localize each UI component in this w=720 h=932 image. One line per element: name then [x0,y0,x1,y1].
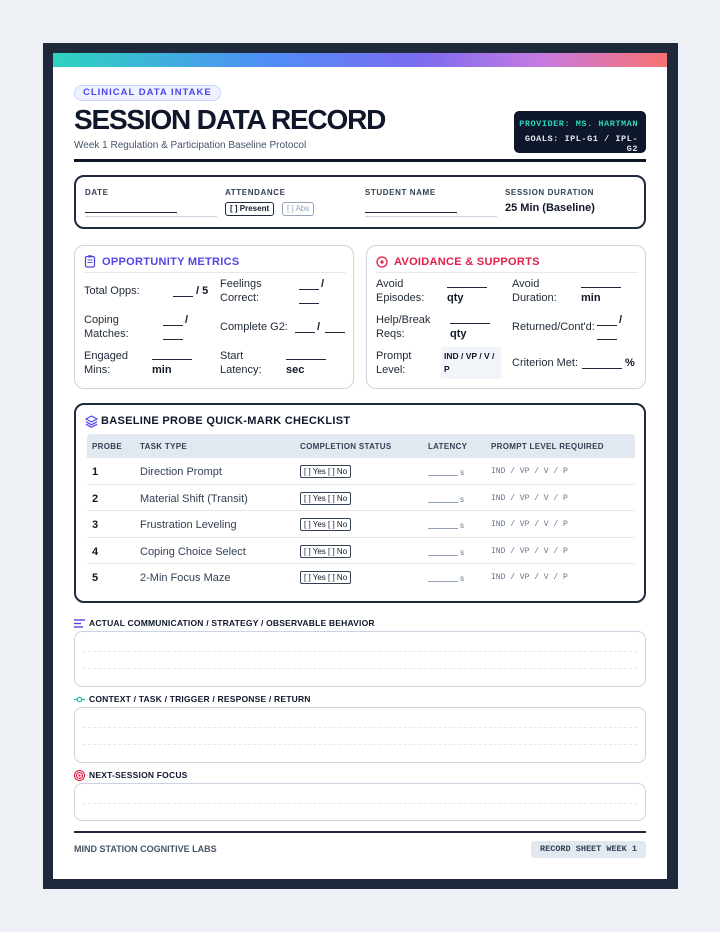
task-type: Direction Prompt [140,466,222,478]
help-break-field[interactable] [450,323,490,324]
start-latency-label: Start Latency: [220,350,262,376]
prompt-level-options[interactable]: IND / VP / V / P [491,493,568,503]
avoid-duration-field[interactable] [581,287,621,288]
help-break-label: Help/Break Reqs: [376,314,431,340]
date-field-underline [85,216,217,217]
communication-notes-field[interactable] [74,631,646,687]
probe-number: 5 [92,572,99,584]
help-break-unit: qty [450,328,467,340]
latency-field[interactable] [428,581,458,582]
note-line [83,744,637,745]
latency-unit: s [460,574,464,583]
note-line [83,651,637,652]
focus-heading [74,770,188,781]
present-checkbox[interactable]: [ ] Present [225,202,274,216]
context-heading [74,694,311,704]
record-sheet [53,53,667,879]
total-opps-field[interactable] [173,296,193,297]
header-prompt-level: PROMPT LEVEL REQUIRED [491,442,604,451]
communication-heading [74,618,375,628]
probe-row [87,564,635,591]
date-field[interactable] [85,203,177,213]
probe-number: 1 [92,466,99,478]
absent-checkbox[interactable]: [ ] Abs [282,202,314,216]
probe-row [87,538,635,565]
avoidance-title: AVOIDANCE & SUPPORTS [394,256,540,268]
prompt-level-options[interactable]: IND / VP / V / P [491,573,568,582]
task-type: Coping Choice Select [140,545,246,558]
avoid-duration-label: Avoid Duration: [512,278,557,304]
note-line [83,668,637,669]
header-latency: LATENCY [428,442,468,451]
provider-badge [514,111,646,153]
prompt-level-options[interactable]: IND / VP / V / P [491,520,568,529]
total-opps-suffix: / 5 [196,285,209,297]
probe-number: 4 [92,545,99,558]
total-opps-label: Total Opps: [84,285,140,297]
probe-number: 2 [92,492,99,505]
student-name-field[interactable] [365,203,457,213]
provider-name: PROVIDER: MS. HARTMAN [519,119,638,129]
page-title: SESSION DATA RECORD [74,104,386,135]
task-type: Material Shift (Transit) [140,492,248,505]
header-completion: COMPLETION STATUS [300,442,392,451]
opportunity-title-divider [84,272,346,273]
criterion-met-field[interactable] [582,368,622,369]
start-latency-field[interactable] [286,359,326,360]
criterion-met-label: Criterion Met: [512,357,579,369]
probe-checklist-card [74,403,646,603]
completion-checkbox[interactable]: [ ] Yes [ ] No [300,518,351,531]
duration-value: 25 Min (Baseline) [505,202,595,214]
task-type: Frustration Leveling [140,519,237,531]
latency-unit: s [460,494,464,504]
criterion-pct: % [625,357,635,369]
clipboard-icon [84,255,96,268]
prompt-level-options[interactable]: IND / VP / V / P [441,347,501,379]
latency-field[interactable] [428,475,458,476]
latency-unit: s [460,547,464,557]
node-icon [74,695,85,704]
header-probe: PROBE [92,442,122,451]
focus-notes-field[interactable] [74,783,646,821]
footer-divider [74,831,646,833]
context-notes-field[interactable] [74,707,646,763]
coping-num-field[interactable] [163,325,183,326]
coping-den-field[interactable] [163,339,183,340]
coping-matches-label: Coping Matches: [84,314,129,340]
completion-checkbox[interactable]: [ ] Yes [ ] No [300,571,351,584]
student-name-label: STUDENT NAME [365,188,436,197]
engaged-mins-unit: min [152,364,172,376]
feelings-correct-den-field[interactable] [299,303,319,304]
coping-slash: / [185,314,189,326]
probe-row [87,458,635,485]
duration-label: SESSION DURATION [505,188,595,197]
start-latency-unit: sec [286,364,305,376]
complete-g2-den-field[interactable] [325,332,345,333]
avoidance-title-divider [376,272,638,273]
returned-den-field[interactable] [597,339,617,340]
engaged-mins-label: Engaged Mins: [84,350,129,376]
task-type: 2-Min Focus Maze [140,572,231,584]
feelings-slash: / [321,278,325,290]
header-task-type: TASK TYPE [140,442,188,451]
organization-name: MIND STATION COGNITIVE LABS [74,844,217,854]
avoid-episodes-field[interactable] [447,287,487,288]
latency-unit: s [460,468,464,477]
avoid-episodes-label: Avoid Episodes: [376,278,425,304]
returned-num-field[interactable] [597,325,617,326]
header-divider [74,159,646,162]
communication-heading-text: ACTUAL COMMUNICATION / STRATEGY / OBSERVABLE BEHAVIOR [89,618,375,628]
target-icon [74,770,85,781]
avoid-duration-unit: min [581,292,601,304]
probe-number: 3 [92,519,99,531]
latency-field[interactable] [428,528,458,529]
probe-row [87,485,635,512]
latency-field[interactable] [428,555,458,556]
prompt-level-options[interactable]: IND / VP / V / P [491,546,568,556]
note-line [83,803,637,804]
checklist-title: BASELINE PROBE QUICK-MARK CHECKLIST [101,415,351,427]
completion-checkbox[interactable]: [ ] Yes [ ] No [300,465,351,478]
header-gradient-bar [53,53,667,67]
completion-checkbox[interactable]: [ ] Yes [ ] No [300,492,351,505]
intake-tag: CLINICAL DATA INTAKE [74,85,221,101]
probe-row [87,511,635,538]
note-line [83,727,637,728]
complete-g2-label: Complete G2: [220,321,288,333]
complete-g2-slash: / [317,321,321,333]
alert-circle-icon [376,256,388,268]
opportunity-metrics-card [74,245,354,389]
checklist-header [87,434,635,458]
prompt-level-label: Prompt Level: [376,350,412,376]
feelings-correct-num-field[interactable] [299,289,319,290]
list-icon [74,619,85,628]
engaged-mins-field[interactable] [152,359,192,360]
returned-slash: / [619,314,623,326]
returned-label: Returned/Cont'd: [512,321,595,333]
layers-icon [85,415,98,428]
feelings-correct-label: Feelings Correct: [220,278,262,304]
completion-checkbox[interactable]: [ ] Yes [ ] No [300,545,351,558]
record-sheet-badge: RECORD SHEET WEEK 1 [531,841,646,858]
student-name-underline [365,216,497,217]
avoidance-supports-card [366,245,646,389]
goals-text: GOALS: IPL-G1 / IPL-G2 [524,134,638,154]
complete-g2-num-field[interactable] [295,332,315,333]
latency-field[interactable] [428,502,458,503]
context-heading-text: CONTEXT / TASK / TRIGGER / RESPONSE / RETURN [89,694,311,704]
page-subtitle: Week 1 Regulation & Participation Baseline Protocol [74,140,307,151]
opportunity-title: OPPORTUNITY METRICS [102,256,240,268]
latency-unit: s [460,521,464,530]
avoid-episodes-unit: qty [447,292,464,304]
focus-heading-text: NEXT-SESSION FOCUS [89,770,188,780]
session-info-card [74,175,646,229]
prompt-level-options[interactable]: IND / VP / V / P [491,467,568,476]
date-label: DATE [85,188,109,197]
attendance-label: ATTENDANCE [225,188,286,197]
